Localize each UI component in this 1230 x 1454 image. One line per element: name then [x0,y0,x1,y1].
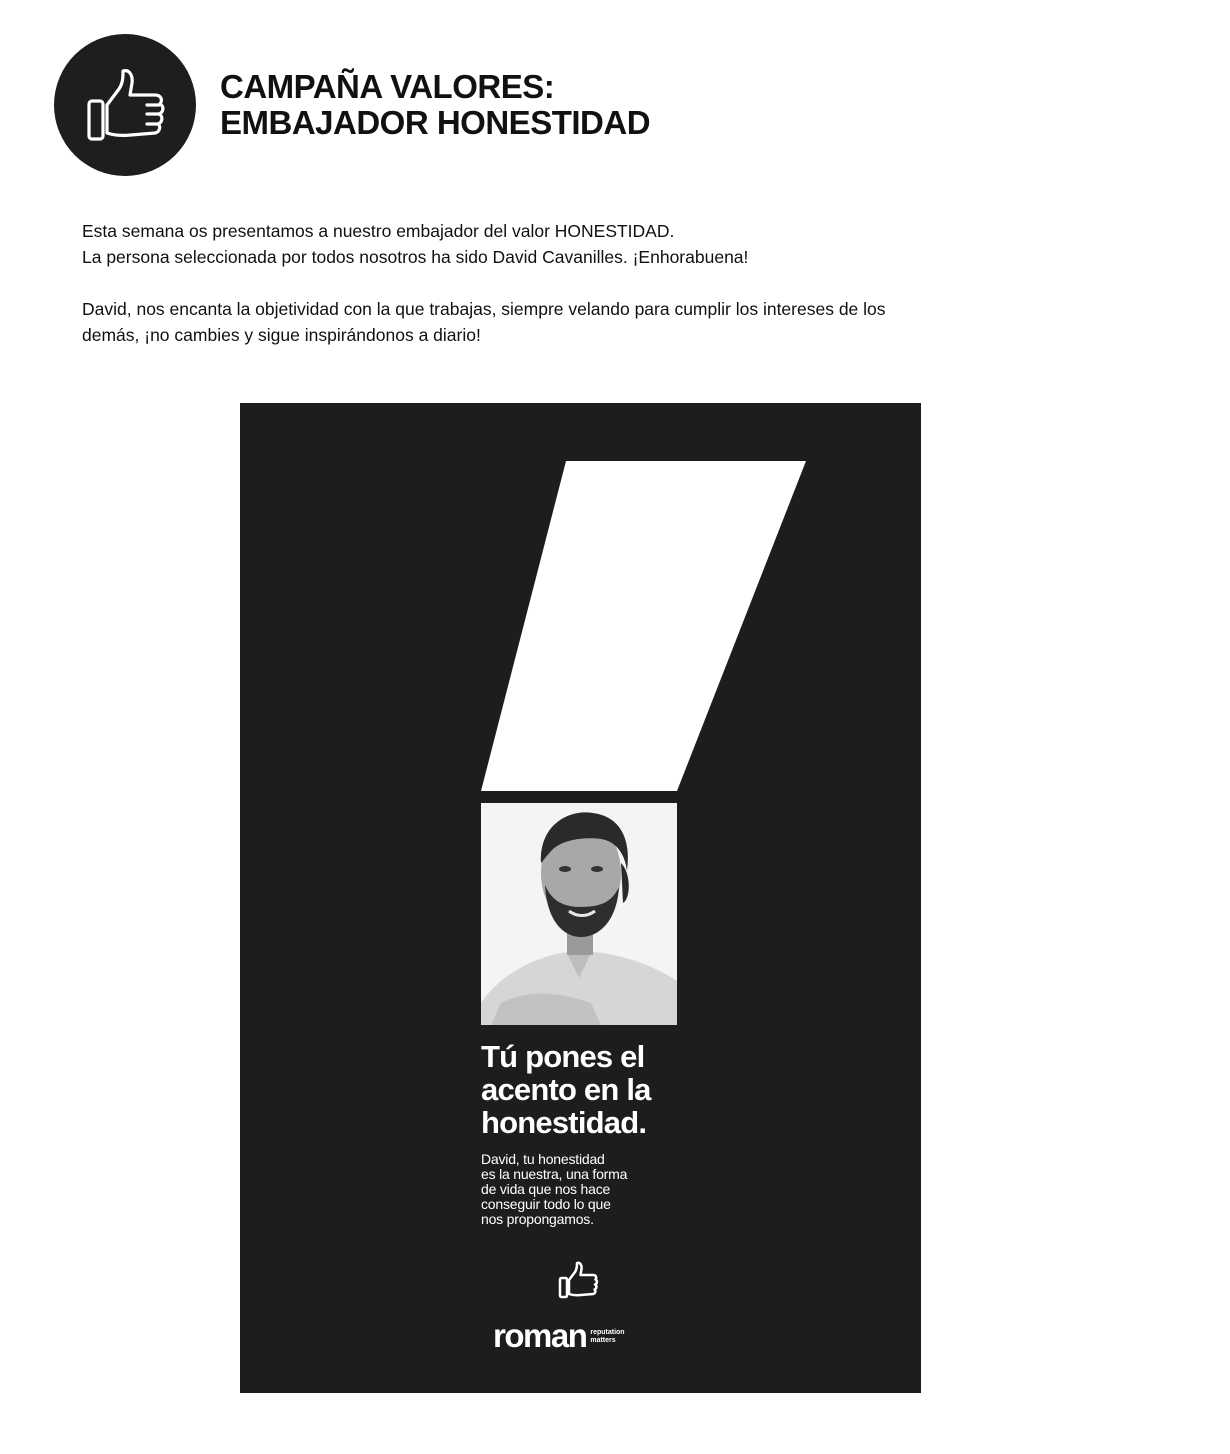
brand-logo [493,1318,625,1354]
headline-line: acento en la [481,1072,651,1107]
thumbs-up-icon [556,1260,600,1300]
subtext-line: es la nuestra, una forma [481,1166,628,1182]
intro-line: David, nos encanta la objetividad con la que trabajas, siempre velando para cumplir los intereses de los [82,299,886,319]
subtext-line: nos propongamos. [481,1211,594,1227]
intro-line: La persona seleccionada por todos nosotros ha sido David Cavanilles. ¡Enhorabuena! [82,247,749,267]
subtext-line: de vida que nos hace [481,1181,611,1197]
intro-line: Esta semana os presentamos a nuestro embajador del valor HONESTIDAD. [82,221,675,241]
brand-tagline-line: reputation [590,1329,625,1336]
title-line: EMBAJADOR HONESTIDAD [220,104,651,141]
badge [54,34,196,176]
thumbs-up-icon [83,65,167,145]
page-title [220,69,650,141]
portrait-illustration [481,803,677,1025]
accent-mark-shape [240,403,921,803]
poster-thumb [556,1260,600,1305]
brand-name: roman [493,1317,587,1354]
brand-tagline [590,1329,624,1345]
page-header [54,34,650,176]
title-line: CAMPAÑA VALORES: [220,68,555,105]
intro-line: demás, ¡no cambies y sigue inspirándonos a diario! [82,325,481,345]
headline-line: honestidad. [481,1105,647,1140]
headline-line: Tú pones el [481,1039,645,1074]
subtext-line: conseguir todo lo que [481,1196,611,1212]
poster-subtext [481,1152,681,1227]
poster-headline [481,1040,721,1139]
intro-text [82,218,1162,348]
ambassador-photo [481,803,677,1025]
brand-tagline-line: matters [590,1337,616,1344]
subtext-line: David, tu honestidad [481,1151,605,1167]
